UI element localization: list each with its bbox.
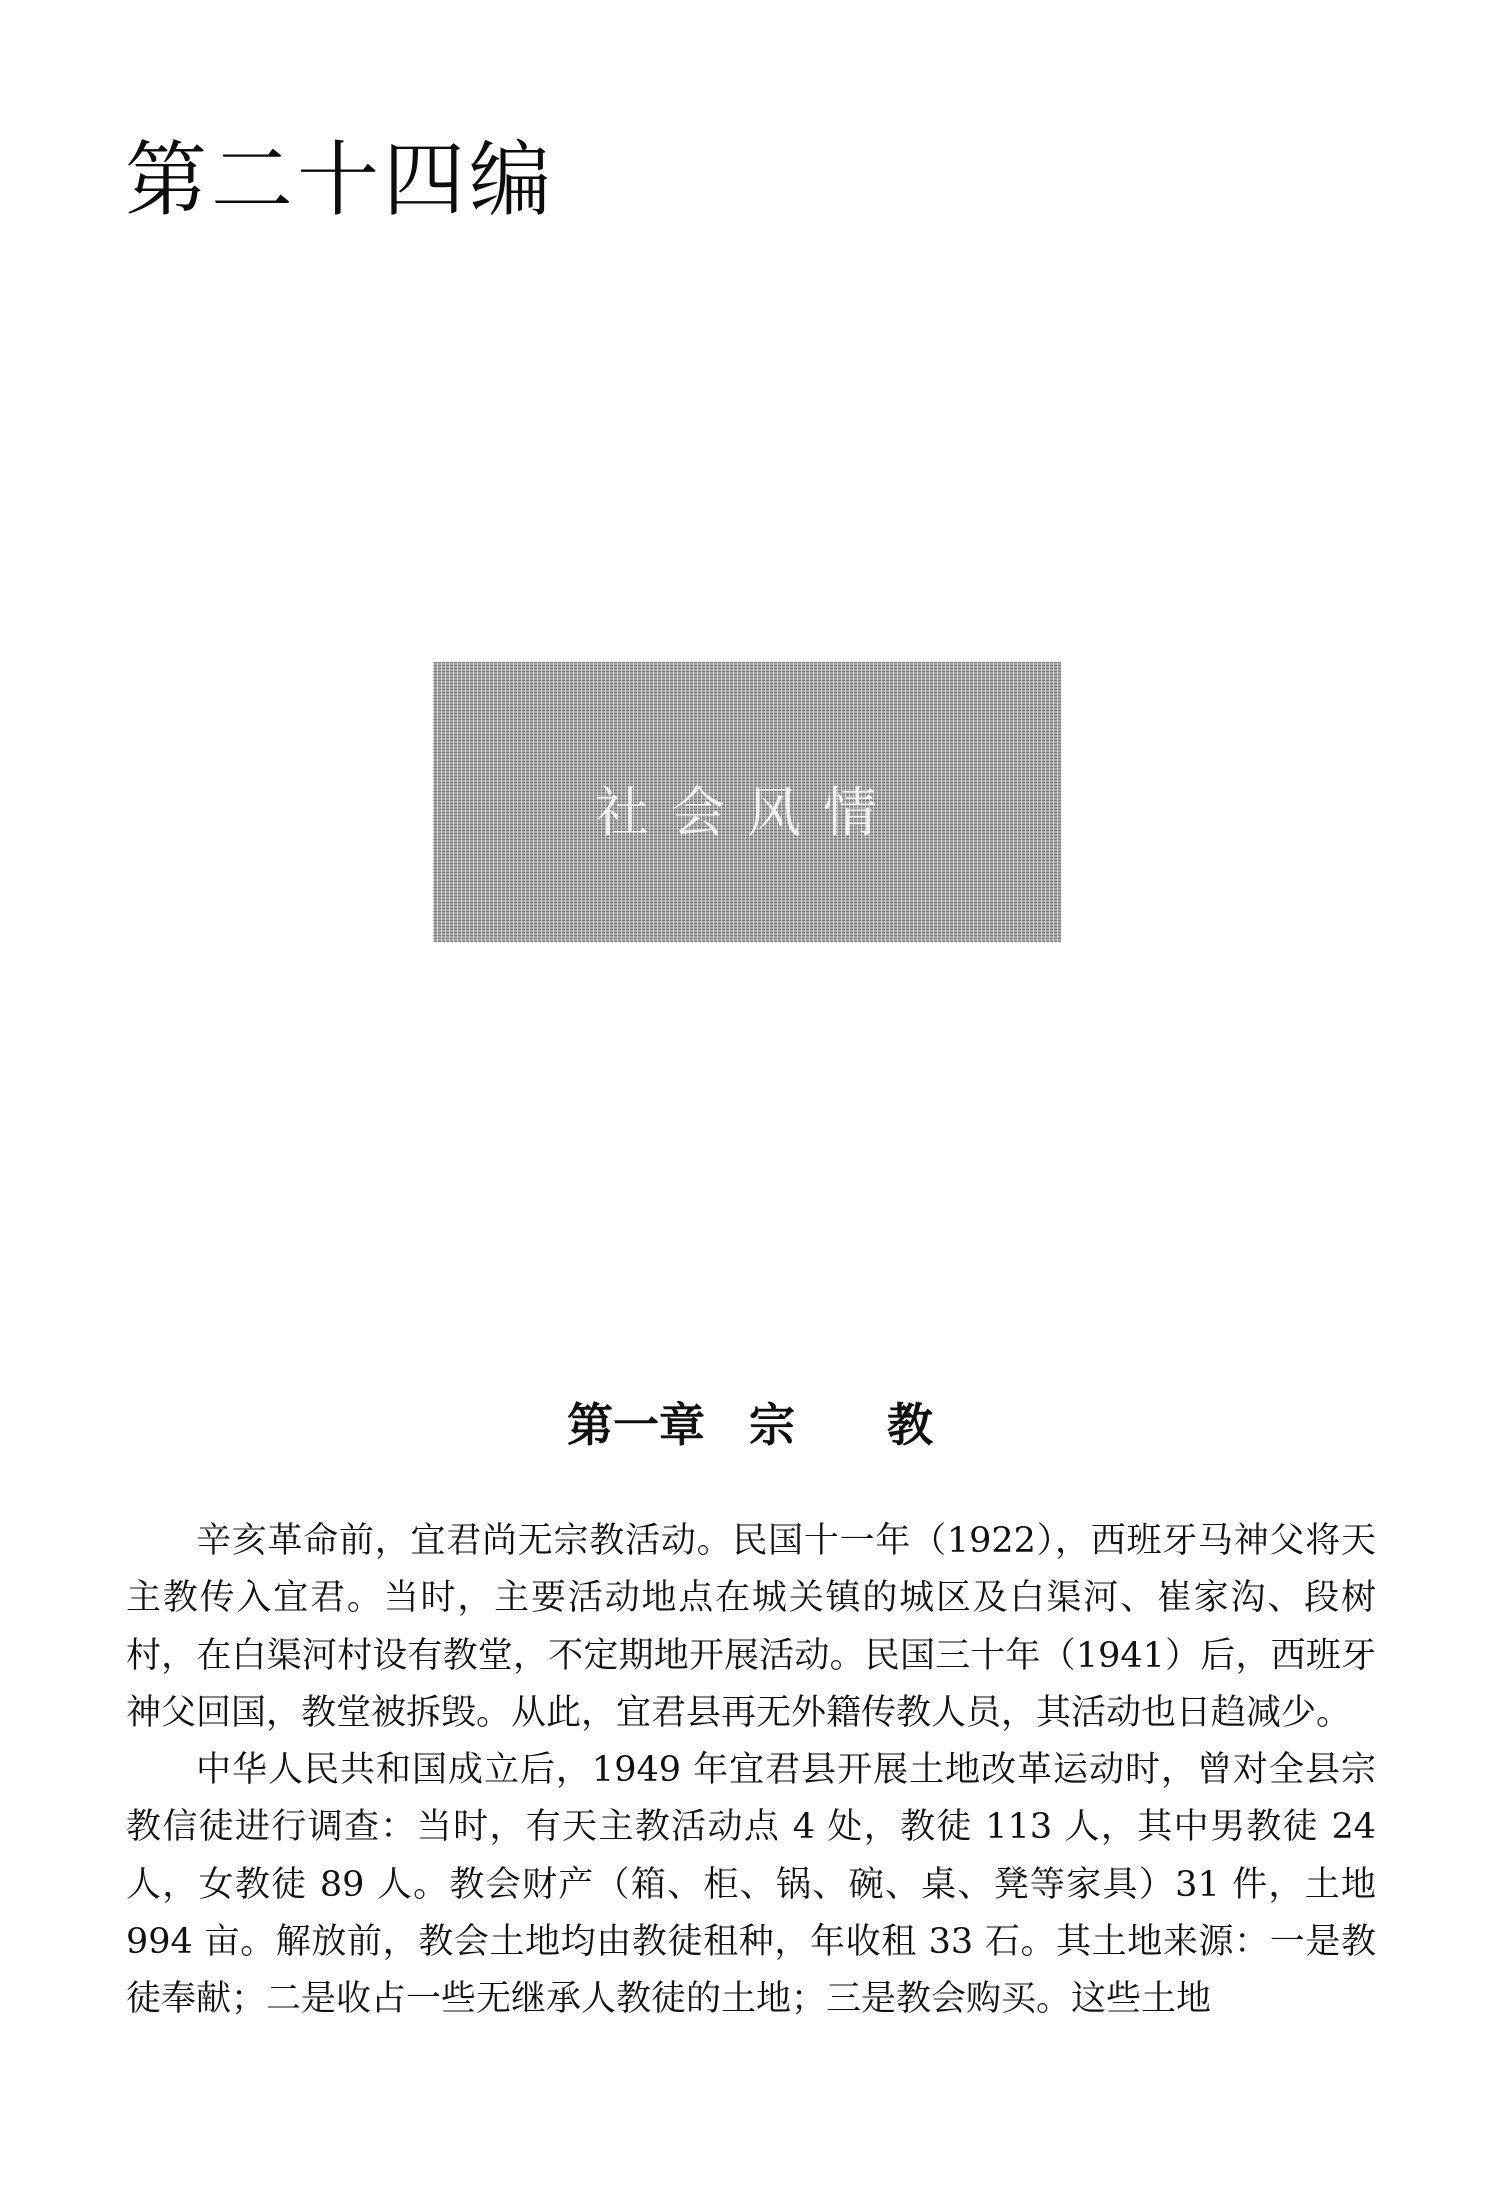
chapter-title bbox=[0, 1398, 1500, 1452]
chapter-number: 第一章 bbox=[567, 1398, 705, 1452]
paragraph-2: 中华人民共和国成立后，1949 年宜君县开展土地改革运动时，曾对全县宗教信徒进行调查：当时，有天主教活动点 4 处，教徒 113 人，其中男教徒 24 人，女教徒 89 人。教会财产（箱、柜、锅、碗、桌、凳等家具）31 件，土地 994 亩。解放前，教会土地均由教徒租种，年收租 33 石。其土地来源：一是教徒奉献；二是收占一些无继承人教徒的土地；三是教会购买。这些土地 bbox=[126, 1750, 1376, 2020]
section-title-plate bbox=[433, 662, 1061, 942]
section-title-label: 社会风情 bbox=[595, 781, 899, 844]
part-title: 第二十四编 bbox=[125, 133, 556, 228]
body-text bbox=[126, 1513, 1376, 2029]
chapter-title-char-2: 教 bbox=[887, 1398, 933, 1452]
paragraph-1: 辛亥革命前，宜君尚无宗教活动。民国十一年（1922），西班牙马神父将天主教传入宜君。当时，主要活动地点在城关镇的城区及白渠河、崔家沟、段树村，在白渠河村设有教堂，不定期地开展活动。民国三十年（1941）后，西班牙神父回国，教堂被拆毁。从此，宜君县再无外籍传教人员，其活动也日趋减少。 bbox=[126, 1521, 1376, 1733]
chapter-title-char-1: 宗 bbox=[749, 1398, 795, 1452]
